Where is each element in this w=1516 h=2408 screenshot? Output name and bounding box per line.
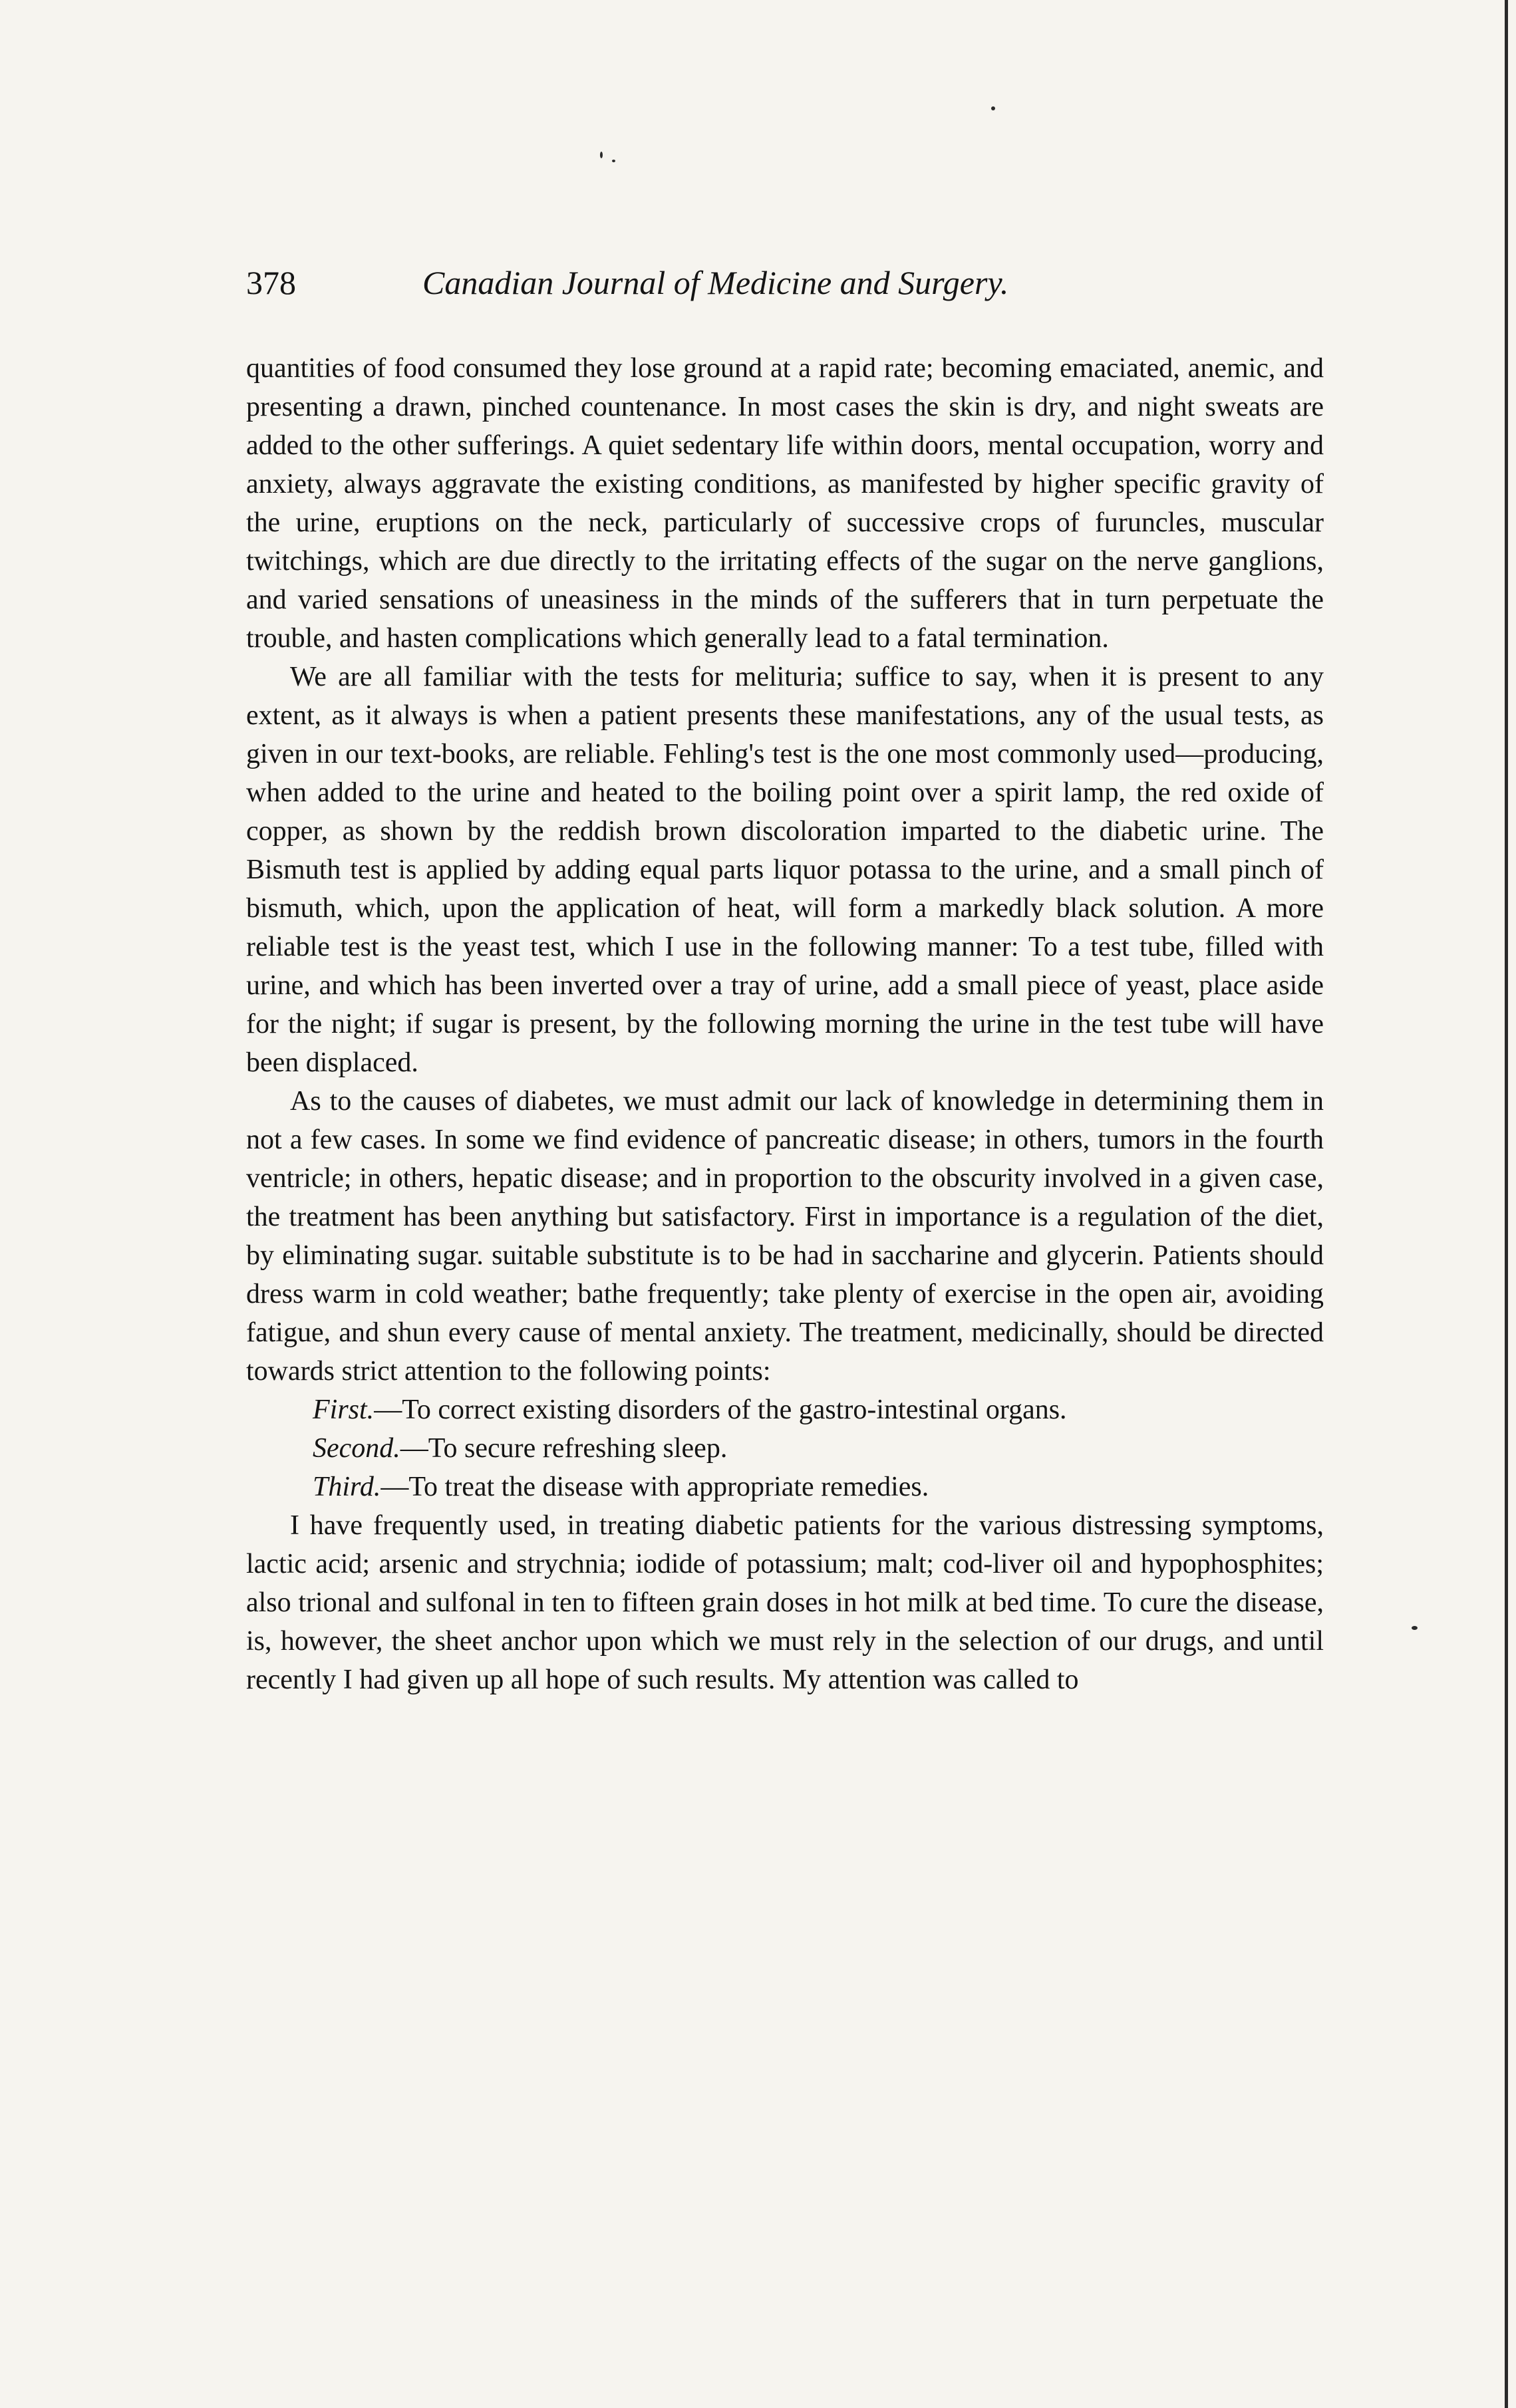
scan-speck	[1412, 1626, 1418, 1630]
page-number: 378	[246, 264, 296, 301]
journal-page	[246, 253, 1324, 1699]
paragraph: quantities of food consumed they lose ground at a rapid rate; becoming emaciated, anemic, and presenting a drawn, pinched countenance. In most cases the skin is dry, and night sweats are added to the other sufferings. A quiet sedentary life within doors, mental occupation, worry and anxiety, always aggravate the existing conditions, as manifested by higher specific gravity of the urine, eruptions on the neck, particularly of successive crops of furuncles, muscular twitchings, which are due directly to the irritating effects of the sugar on the nerve ganglions, and varied sensations of uneasiness in the minds of the sufferers that in turn perpetuate the trouble, and hasten complications which generally lead to a fatal termination.	[246, 353, 1324, 654]
point-label: First.	[313, 1395, 375, 1425]
treatment-point	[246, 1429, 1324, 1468]
point-text: —To treat the disease with appropriate remedies.	[380, 1472, 929, 1502]
treatment-point	[246, 1468, 1324, 1506]
point-text: —To correct existing disorders of the gastro-intestinal organs.	[374, 1395, 1067, 1425]
paragraph: I have frequently used, in treating diabetic patients for the various distressing symptoms, lactic acid; arsenic and strychnia; iodide of potassium; malt; cod-liver oil and hypophosphites; also trional and sulfonal in ten to fifteen grain doses in hot milk at bed time. To cure the disease, is, however, the sheet anchor upon which we must rely in the selection of our drugs, and until recently I had given up all hope of such results. My attention was called to	[246, 1510, 1324, 1695]
treatment-point	[246, 1391, 1324, 1429]
paragraph: We are all familiar with the tests for melituria; suffice to say, when it is present to any extent, as it always is when a patient presents these manifestations, any of the usual tests, as given in our text-books, are reliable. Fehling's test is the one most commonly used—producing, when added to the urine and heated to the boiling point over a spirit lamp, the red oxide of copper, as shown by the reddish brown discoloration imparted to the diabetic urine. The Bismuth test is applied by adding equal parts liquor potassa to the urine, and a small pinch of bismuth, which, upon the application of heat, will form a markedly black solution. A more reliable test is the yeast test, which I use in the following manner: To a test tube, filled with urine, and which has been inverted over a tray of urine, add a small piece of yeast, place aside for the night; if sugar is present, by the following morning the urine in the test tube will have been displaced.	[246, 662, 1324, 1078]
scan-edge-rule	[1505, 0, 1508, 2408]
scan-speck	[991, 106, 995, 110]
scan-speck	[612, 160, 615, 162]
point-text: —To secure refreshing sleep.	[400, 1433, 728, 1464]
journal-title: Canadian Journal of Medicine and Surgery.	[422, 264, 1009, 301]
point-label: Third.	[313, 1472, 381, 1502]
point-label: Second.	[313, 1433, 400, 1464]
article-body	[246, 349, 1324, 1699]
scan-speck	[600, 152, 603, 158]
paragraph: As to the causes of diabetes, we must admit our lack of knowledge in determining them in not a few cases. In some we find evidence of pancreatic disease; in others, tumors in the fourth ventricle; in others, hepatic disease; and in proportion to the obscurity involved in a given case, the treatment has been anything but satisfactory. First in importance is a regulation of the diet, by eliminating sugar. suitable substitute is to be had in saccharine and glycerin. Patients should dress warm in cold weather; bathe frequently; take plenty of exercise in the open air, avoiding fatigue, and shun every cause of mental anxiety. The treatment, medicinally, should be directed towards strict attention to the following points:	[246, 1086, 1324, 1387]
running-head	[246, 253, 1324, 313]
